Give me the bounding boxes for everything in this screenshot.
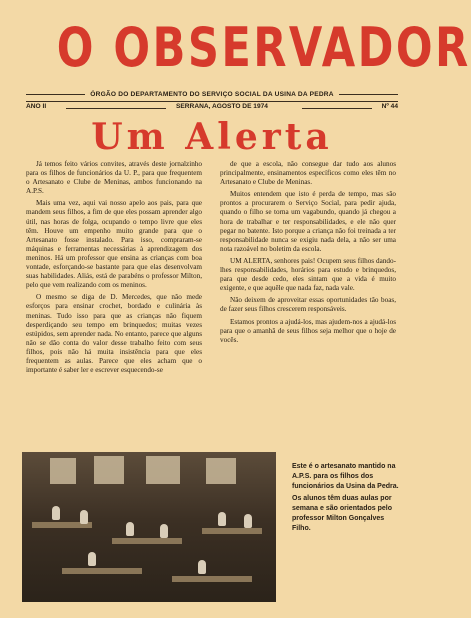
workshop-photo (22, 452, 276, 602)
article-paragraph: Já temos feito vários convites, através deste jornalzinho para os filhos de funcionários da U. P., para que frequentem o Artesanato e Clube de Meninas, ambos funcionando na A.P.S. (26, 160, 202, 196)
photo-student (52, 506, 60, 520)
photo-student (244, 514, 252, 528)
info-dash-left (66, 108, 166, 109)
article-paragraph: Mais uma vez, aqui vai nosso apelo aos pais, para que mandem seus filhos, a fim de que eles possam aprender algo útil, nas horas de folga, ocupando o tempo livre que eles têm. Houve um empenho muito grande para que o Artesanato fosse instalado. Para isso, compraram-se máquinas e ferramentas necessárias à aprendizagem dos meninos. Há um professor que ensina as crianças com boa vontade, esforçando-se bastante para que elas desenvolvam suas habilidades. Aliás, está de parabéns o professor Milton, pelo que vem realizando com os meninos. (26, 199, 202, 290)
photo-workbench (202, 528, 262, 534)
subtitle-left-dash (26, 94, 85, 95)
article-paragraph: de que a escola, não consegue dar tudo aos alunos principalmente, ensinamentos específicos como eles têm no Artesanato e Clube de Meninas. (220, 160, 396, 187)
photo-student (80, 510, 88, 524)
article-column-right (220, 160, 396, 348)
article-paragraph: UM ALERTA, senhores pais! Ocupem seus filhos dando-lhes responsabilidades, horários para estudo e brinquedos, para que desde cedo, eles sintam que a vida é muito exigente, e que aquêle que nada faz, nada vale. (220, 256, 396, 293)
photo-student (160, 524, 168, 538)
photo-workbench (112, 538, 182, 544)
masthead-subtitle: ÓRGÃO DO DEPARTAMENTO DO SERVIÇO SOCIAL DA USINA DA PEDRA (90, 90, 334, 98)
photo-student (198, 560, 206, 574)
photo-window (50, 458, 76, 484)
masthead-title: O OBSERVADOR (56, 16, 471, 79)
caption-paragraph: Este é o artesanato mantido na A.P.S. para os filhos dos funcionários da Usina da Pedra. (292, 463, 399, 490)
photo-student (126, 522, 134, 536)
photo-caption (292, 462, 404, 536)
article-headline: Um Alerta (91, 116, 333, 158)
photo-window (94, 456, 124, 484)
place-date: SERRANA, AGOSTO DE 1974 (176, 103, 268, 110)
subtitle-right-dash (339, 94, 398, 95)
photo-window (206, 458, 236, 484)
caption-paragraph: Os alunos têm duas aulas por semana e são orientados pelo professor Milton Gonçalves Filho. (292, 495, 392, 532)
article-paragraph: Muitos entendem que isto é perda de tempo, mas são prontos a procurarem o Serviço Social, para pedir ajuda, quando o filho se torna um vagabundo, quando já chegou a hora de trabalhar e ter responsabilidades, e ele não quer pegar no batente. Isto porque a criança não foi treinada a ter responsabilidade nunca se exigiu nada dela, a não ser uma nota razoável no boletim da escola. (220, 190, 396, 253)
article-paragraph: Não deixem de aproveitar essas oportunidades tão boas, de fazer seus filhos crescerem responsáveis. (220, 296, 396, 314)
issue-info-row (26, 103, 398, 113)
article-paragraph: O mesmo se diga de D. Mercedes, que não mede esforços para ensinar crochet, bordado e culinária às meninas. Tudo isso para que as crianças não fiquem desperdiçando seu tempo em brinquedos; muitas vezes estúpidos, sem aprender nada. No entanto, parece que alguns não se dão conta do valor desse trabalho feito com seus filhos, pois não há muita insistência para que eles frequentem as aulas. Parece que eles acham que o importante é saber ler e escrever esquecendo-se (26, 293, 202, 375)
issue-year: ANO II (26, 103, 47, 110)
article-paragraph: Estamos prontos a ajudá-los, mas ajudem-nos a ajudá-los para que o amanhã de seus filhos seja melhor que o hoje de vocês. (220, 317, 396, 344)
masthead-subtitle-row (26, 88, 398, 100)
photo-student (88, 552, 96, 566)
photo-workbench (62, 568, 142, 574)
photo-workbench (172, 576, 252, 582)
photo-window (146, 456, 180, 484)
header-rule (26, 101, 398, 102)
issue-number: Nº 44 (381, 103, 398, 110)
info-dash-right (302, 108, 372, 109)
photo-student (218, 512, 226, 526)
article-column-left (26, 160, 202, 378)
